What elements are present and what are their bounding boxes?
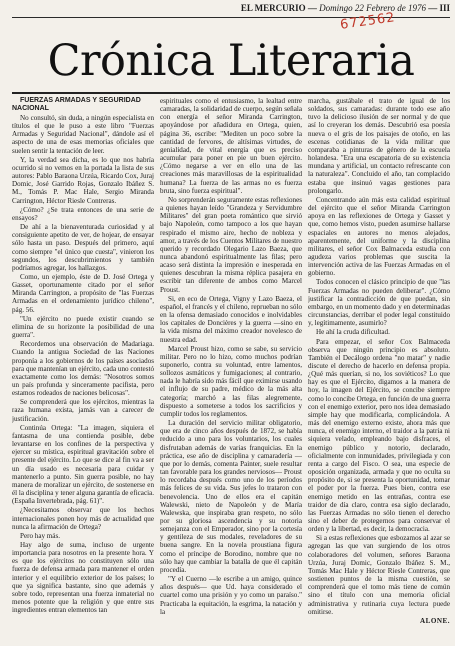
paragraph: "Un ejército no puede existir cuando se elimina de su horizonte la posibilidad de una guerra". <box>12 314 154 340</box>
paragraph: No sorprenderán seguramente estas reflexiones a quienes hayan leído "Grandeza y Servidumbre Militares" del gran poeta romántico que sirvió bajo Napoleón, como tampoco a los que hayan respirado el mismo aire, hecho de nobleza y amor, a través de los Cuentos Militares de nuestro querido y recordado Olegario Lazo Baeza, que nunca abandonó espiritualmente las filas; pero acaso será distinta la impresión e inesperada en quienes descubran la misma réplica pasajera en escribir tan diferente de ambos como Marcel Proust. <box>160 195 302 294</box>
paragraph: Concentrando aún más esta calidad espiritual del ejército que el señor Miranda Carrington apoya en las reflexiones de Ortega y Gasset y que, como hemos visto, pueden asumirse hallarse espaciales en autores no menos alejados, aparentemente, del uniforme y la disciplina militares, el señor Cox Balmaceda estudia con agudeza varios problemas que suscita la intervención activa de las Fuerzas Armadas en el gobierno. <box>308 195 450 278</box>
article-column-3 <box>308 97 450 638</box>
article-subhead: FUERZAS ARMADAS Y SEGURIDAD NACIONAL <box>12 97 141 112</box>
paragraph: Como, un ejemplo, éste de D. José Ortega y Gasset, oportunamente citado por el señor Miranda Carrington, a propósito de "las Fuerzas Armadas en el ordenamiento jurídico chileno", pág. 56. <box>12 272 154 314</box>
paragraph: Si a estas reflexiones que esbozamos al azar se agregan las que van surgiendo de los otros colaboradores del volumen, señores Baraona Urzúa, Juraj Domic, Gonzalo Ibáñez S. M., Tomás Mac Hale y Héctor Riesle Contreras, que sostienen puntos de la misma cuestión, se comprenderá que el tomo más tiene de común sino el título con una memoria oficial administrativa y rutinaria cuya lectura puede omitirse. <box>308 534 450 616</box>
paragraph: Marcel Proust hizo, como se sabe, su servicio militar. Pero no lo hizo, como muchos podrían suponerlo, contra su voluntad, entre lamentos, sollozos asmáticos y fumigaciones; al contrario, nada le habría sido más fácil que eximirse usando el influjo de su padre, médico de la más alta categoría; marchó a las filas alegremente, dispuesto a someterse a todos los sacrificios y cumplir todos los reglamentos. <box>160 344 302 418</box>
publication-date: Domingo 22 Febrero de 1976 <box>319 3 426 13</box>
paragraph: marcha, gustábale el trato de igual de los soldados, sus camaradas: durante todo ese año tuvo la delicioso ilusión de ser normal y de que así lo creyeran los demás. Descubrió esa poesía nueva o el gris de los paisajes de otoño, en las escenas cotidianas de la vida militar que comparaba a pinturas de género de la escuela holandesa. "Era una escapatoria de su existencia mundana y artificial, un contacto refrescante con la naturaleza". Concluido el año, tan complacido estaba que insinuó vagas gestiones para prolongarlo. <box>308 97 450 195</box>
paragraph: Para empezar, el señor Cox Balmaceda observa que ningún principio es absoluto. También el Decálogo ordena "no matar" y nadie discute el derecho de hacerlo en defensa propia. ¿Qué más querían, si no, los soviéticos? Lo que hay es que el Ejército, digamos a la manera de hoy, la imagen del Ejército, se concibe siempre como lo concibe Ortega, en función de una guerra con el enemigo exterior, pero nos idea demasiado simple hay que modificarla, complicándola. A más del enemigo externo existe, ahora más que nunca, el enemigo interno, el traidor a la patria ni siquiera velado, empleando bajo disfraces, el enemigo público y notorio, declarado, oficialmente con inmunidades, privilegiada y con renta a cargo del Fisco. O sea, una especie de oposición organizada, armada y que no oculta su propósito de, si se presenta la oportunidad, tomar el poder por la fuerza. Pues bien, contra ese enemigo metido en las entrañas, contra ese traidor de día claro, contra esa siglo declarado, las Fuerzas Armadas no sólo tienen el derecho sino el deber de protegernos para conservar el orden y la libertad, es decir, la democracia. <box>308 337 450 534</box>
author-signature: ALONE. <box>420 616 450 625</box>
handwritten-catalog-number: 672562 <box>339 10 397 33</box>
article-body <box>12 97 450 638</box>
paragraph: ¿Necesitamos observar que los hechos internacionales ponen hoy más de actualidad que nunca la afirmación de Ortega? <box>12 506 154 531</box>
article-column-2 <box>160 97 302 638</box>
newspaper-header <box>214 3 450 17</box>
paragraph: Se comprenderá que los ejércitos, mientras la raza humana exista, jamás van a carecer de justificación. <box>12 398 154 423</box>
paragraph: "Y el Cuerno —le escribe a un amigo, quince años después— que Ud. haya considerado el cuartel como una prisión y yo como un paraíso." Practicaba la equitación, la esgrima, la natación y la <box>160 575 302 616</box>
paragraph: De ahí a la bienaventurada curiosidad y al consiguiente apetito de ver, de hojear, de ensayar sólo hasta un paso. Después del primero, aquí como siempre "el único que cuesta", vinieron los segundos, los descubrimientos y también podríamos agregar, los hallazgos. <box>12 223 154 272</box>
paragraph: espirituales como el entusiasmo, la lealtad entre camaradas, la solidaridad de cuerpo, según señala con energía el señor Miranda Carrington, apoyándose por añadidura en Ortega, quien, página 36, escribe: "Mediten un poco sobre la cantidad de fervores, de altísimas virtudes, de genialidad, de vital energía que es preciso acumular para poner en pie un buen ejército. ¿Cómo negarse a ver en ello una de las creaciones más maravillosas de la espiritualidad humana? La fuerza de las armas no es fuerza bruta, sino fuerza espiritual". <box>160 97 302 195</box>
paragraph: Hay algo de suma, incluso de urgente importancia para nosotros en la presente hora. Y es que los ejércitos no constituyen sólo una fuerza de defensa armada para mantener el orden interior y el equilibrio exterior de los países; lo que ya significa bastante, sino que además y sobre todo, representan una fuerza inmaterial no menos potente que la religión y que entre sus ingredientes entran elementos tan <box>12 540 154 615</box>
article-column-1 <box>12 97 154 638</box>
title-divider <box>12 92 450 94</box>
paragraph: He ahí la cruda dificultad. <box>316 328 390 337</box>
paragraph: Si, en eco de Ortega, Vigny y Lazo Baeza, el español, el francés y el chileno, reprueban no sólo en la ofensa demasiado conocidos e inolvidables los capitales de Doncières y la guerra —sino en la vida misma del máximo creador novelesco de nuestra edad. <box>160 294 302 344</box>
header-separator: — <box>305 3 320 13</box>
paragraph: Y, la verdad sea dicha, es lo que nos habría ocurrido si no vemos en la portada la lista de sus autores: Pablo Baraona Urzúa, Ricardo Cox, Juraj Domic, José Garrido Rojas, Gonzalo Ibáñez S. M., Tomás P. Mac Hale, Sergio Miranda Carrington, Héctor Riesle Contreras. <box>12 155 154 205</box>
paragraph: La duración del servicio militar obligatorio, que era de cinco años después de 1872, se había reducido a uno para los voluntarios, los cuales disfrutaban además de varias franquicias. En la práctica, ese año de disciplina y camaradería —que por lo demás, comenta Painter, suele resultar tan favorable para los grandes nerviosos— Proust lo recordaba después como uno de los períodos más felices de su vida. Sus jefes lo trataron con benevolencia. Uno de ellos era el capitán Walewski, nieto de Napoleón y de María Walewska, que inspiraba gran respeto, no sólo por su gloriosa ascendencia y su notoria semejanza con el Emperador, sino por la cortesía y gentileza de sus modales, reveladores de su buena sangre. En la novela proustiana figura como el príncipe de Borodino, nombre que no sólo hay que cambiar la batalla de que él capitán procedía. <box>160 419 302 574</box>
header-separator: — <box>425 3 440 13</box>
paragraph: ¿Cómo? ¿Se trata entonces de una serie de ensayos? <box>12 205 154 222</box>
paragraph: No consultó, sin duda, a ningún especialista en títulos el que le puso a este libro "Fuerzas Armadas y Seguridad Nacional", dándole así el aspecto de una de esas memorias oficiales que suelen sentir la tentación de leer. <box>12 114 154 155</box>
paragraph: Recordemos una observación de Madariaga. Cuando la antigua Sociedad de las Naciones proponía a los gobiernos de los países asociados para que mantenían un ejército, cada uno contestó exactamente como los demás: "Nosotros somos un país profunda y sinceramente pacifista, pero estamos rodeados de naciones belicosas". <box>12 340 154 398</box>
page-marker: III <box>439 3 450 13</box>
paragraph: Pero hay más. <box>20 531 60 540</box>
section-title: Crónica Literaria <box>47 36 415 86</box>
paragraph: Todos conocen el clásico principio de que "las Fuerzas Armadas no pueden deliberar". ¿Cómo justificar la contradicción de que puedan, sin embargo, en un momento dado y en determinadas circunstancias, derribar el poder legal constituido y, legítimamente, asumirlo? <box>308 278 450 328</box>
paragraph: Continúa Ortega: "La imagen, siquiera el fantasma de una contienda posible, debe levantarse en los confines de la perspectiva y ejercer su mística, espiritual gravitación sobre el presente del ejército. Lo que se dice al fin va a ser un día usado es necesaria para cuidar y mantenerlo a punto. Sin guerra posible, no hay manera de moralizar un ejército, de sostenerse en él la disciplina y tener alguna garantía de eficacia. (España Invertebrada, pág. 61)". <box>12 423 154 506</box>
newspaper-name: EL MERCURIO <box>240 3 306 13</box>
